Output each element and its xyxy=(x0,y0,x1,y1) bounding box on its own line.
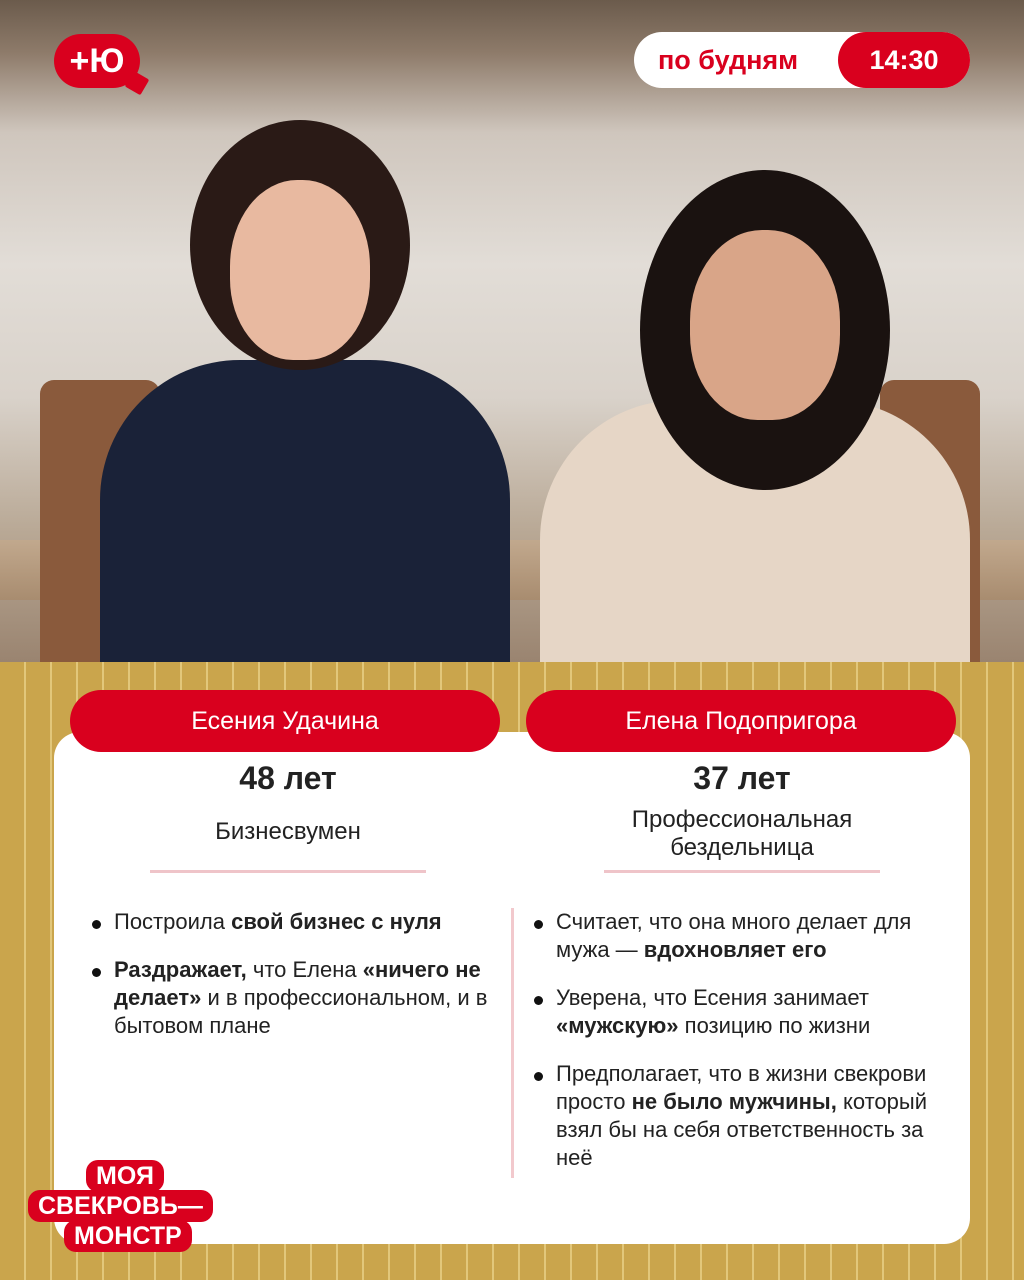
name-pill-right: Елена Подопригора xyxy=(526,690,956,752)
text-bold: свой бизнес с нуля xyxy=(231,909,442,934)
show-logo xyxy=(28,1160,240,1252)
text: и в профессиональном, и в бытовом плане xyxy=(114,985,488,1038)
list-item xyxy=(92,956,502,1040)
divider-right xyxy=(604,870,880,873)
text-bold: Раздражает, xyxy=(114,957,247,982)
show-logo-line2: СВЕКРОВЬ— xyxy=(28,1190,213,1222)
text: что Елена xyxy=(246,957,363,982)
list-item xyxy=(534,984,934,1040)
logo-text: +Ю xyxy=(69,42,125,80)
text-bold: «мужскую» xyxy=(556,1013,679,1038)
list-item xyxy=(534,908,934,964)
column-divider xyxy=(511,908,514,1178)
role-right-line1: Профессиональная xyxy=(631,806,853,833)
text-bold: «ничего не делает» xyxy=(114,957,481,1010)
schedule-time: 14:30 xyxy=(838,32,970,88)
schedule-days: по будням xyxy=(658,45,799,75)
text: Построила xyxy=(114,909,232,934)
role-right xyxy=(590,806,894,862)
show-logo-line1: МОЯ xyxy=(86,1160,164,1192)
photo-person-right xyxy=(540,170,980,662)
age-right: 37 лет xyxy=(693,760,791,796)
text: позицию по жизни xyxy=(678,1013,871,1038)
role-left: Бизнесвумен xyxy=(215,818,361,845)
name-pill-left: Есения Удачина xyxy=(70,690,500,752)
points-left xyxy=(92,908,502,1060)
text: Уверена, что Есения занимает xyxy=(556,985,869,1010)
channel-logo xyxy=(54,34,140,88)
photo-person-left xyxy=(40,110,510,662)
list-item xyxy=(92,908,502,936)
text-bold: вдохновляет его xyxy=(643,937,827,962)
show-logo-line3: МОНСТР xyxy=(64,1220,192,1252)
text: Предполагает, что в жизни свекрови просто xyxy=(556,1061,927,1114)
role-right-line2: бездельница xyxy=(670,834,814,861)
text: Считает, что она много делает для мужа — xyxy=(556,909,912,962)
divider-left xyxy=(150,870,426,873)
text-bold: не было мужчины, xyxy=(631,1089,837,1114)
text: который взял бы на себя ответственность за неё xyxy=(556,1089,927,1170)
list-item xyxy=(534,1060,934,1172)
schedule-badge xyxy=(634,32,970,88)
age-left: 48 лет xyxy=(239,760,337,796)
points-right xyxy=(534,908,934,1192)
